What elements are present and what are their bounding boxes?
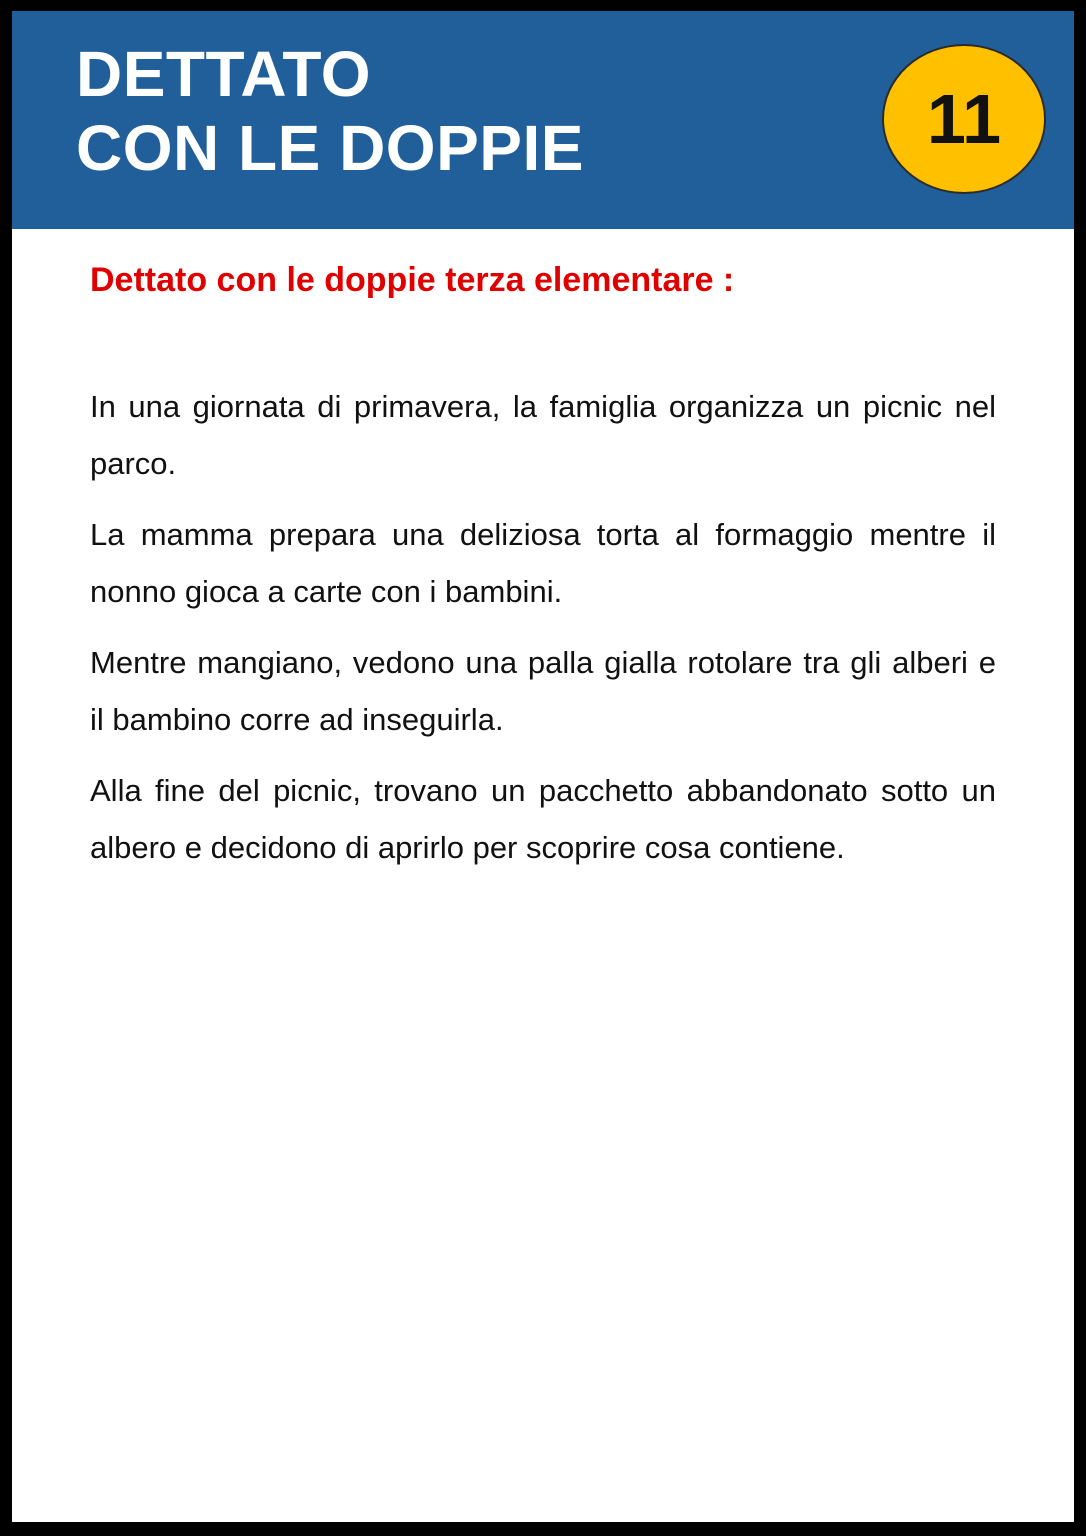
page-title: [76, 37, 584, 185]
title-line-2: CON LE DOPPIE: [76, 112, 584, 184]
paragraph-3: Mentre mangiano, vedono una palla gialla rotolare tra gli alberi e il bambino corre ad inseguirla.: [90, 645, 996, 737]
paragraph-1: In una giornata di primavera, la famiglia organizza un picnic nel parco.: [90, 389, 996, 481]
paragraph-4: Alla fine del picnic, trovano un pacchetto abbandonato sotto un albero e decidono di aprirlo per scoprire cosa contiene.: [90, 773, 996, 865]
dictation-content: [90, 257, 996, 890]
dictation-subtitle: Dettato con le doppie terza elementare :: [90, 261, 735, 299]
paragraph-2: La mamma prepara una deliziosa torta al formaggio mentre il nonno gioca a carte con i bambini.: [90, 517, 996, 609]
title-line-1: DETTATO: [76, 38, 372, 110]
header-banner: [12, 11, 1074, 229]
number-badge: [882, 44, 1046, 194]
dictation-text: [90, 378, 996, 876]
badge-number: 11: [927, 80, 1001, 158]
worksheet-page: [12, 11, 1074, 1522]
